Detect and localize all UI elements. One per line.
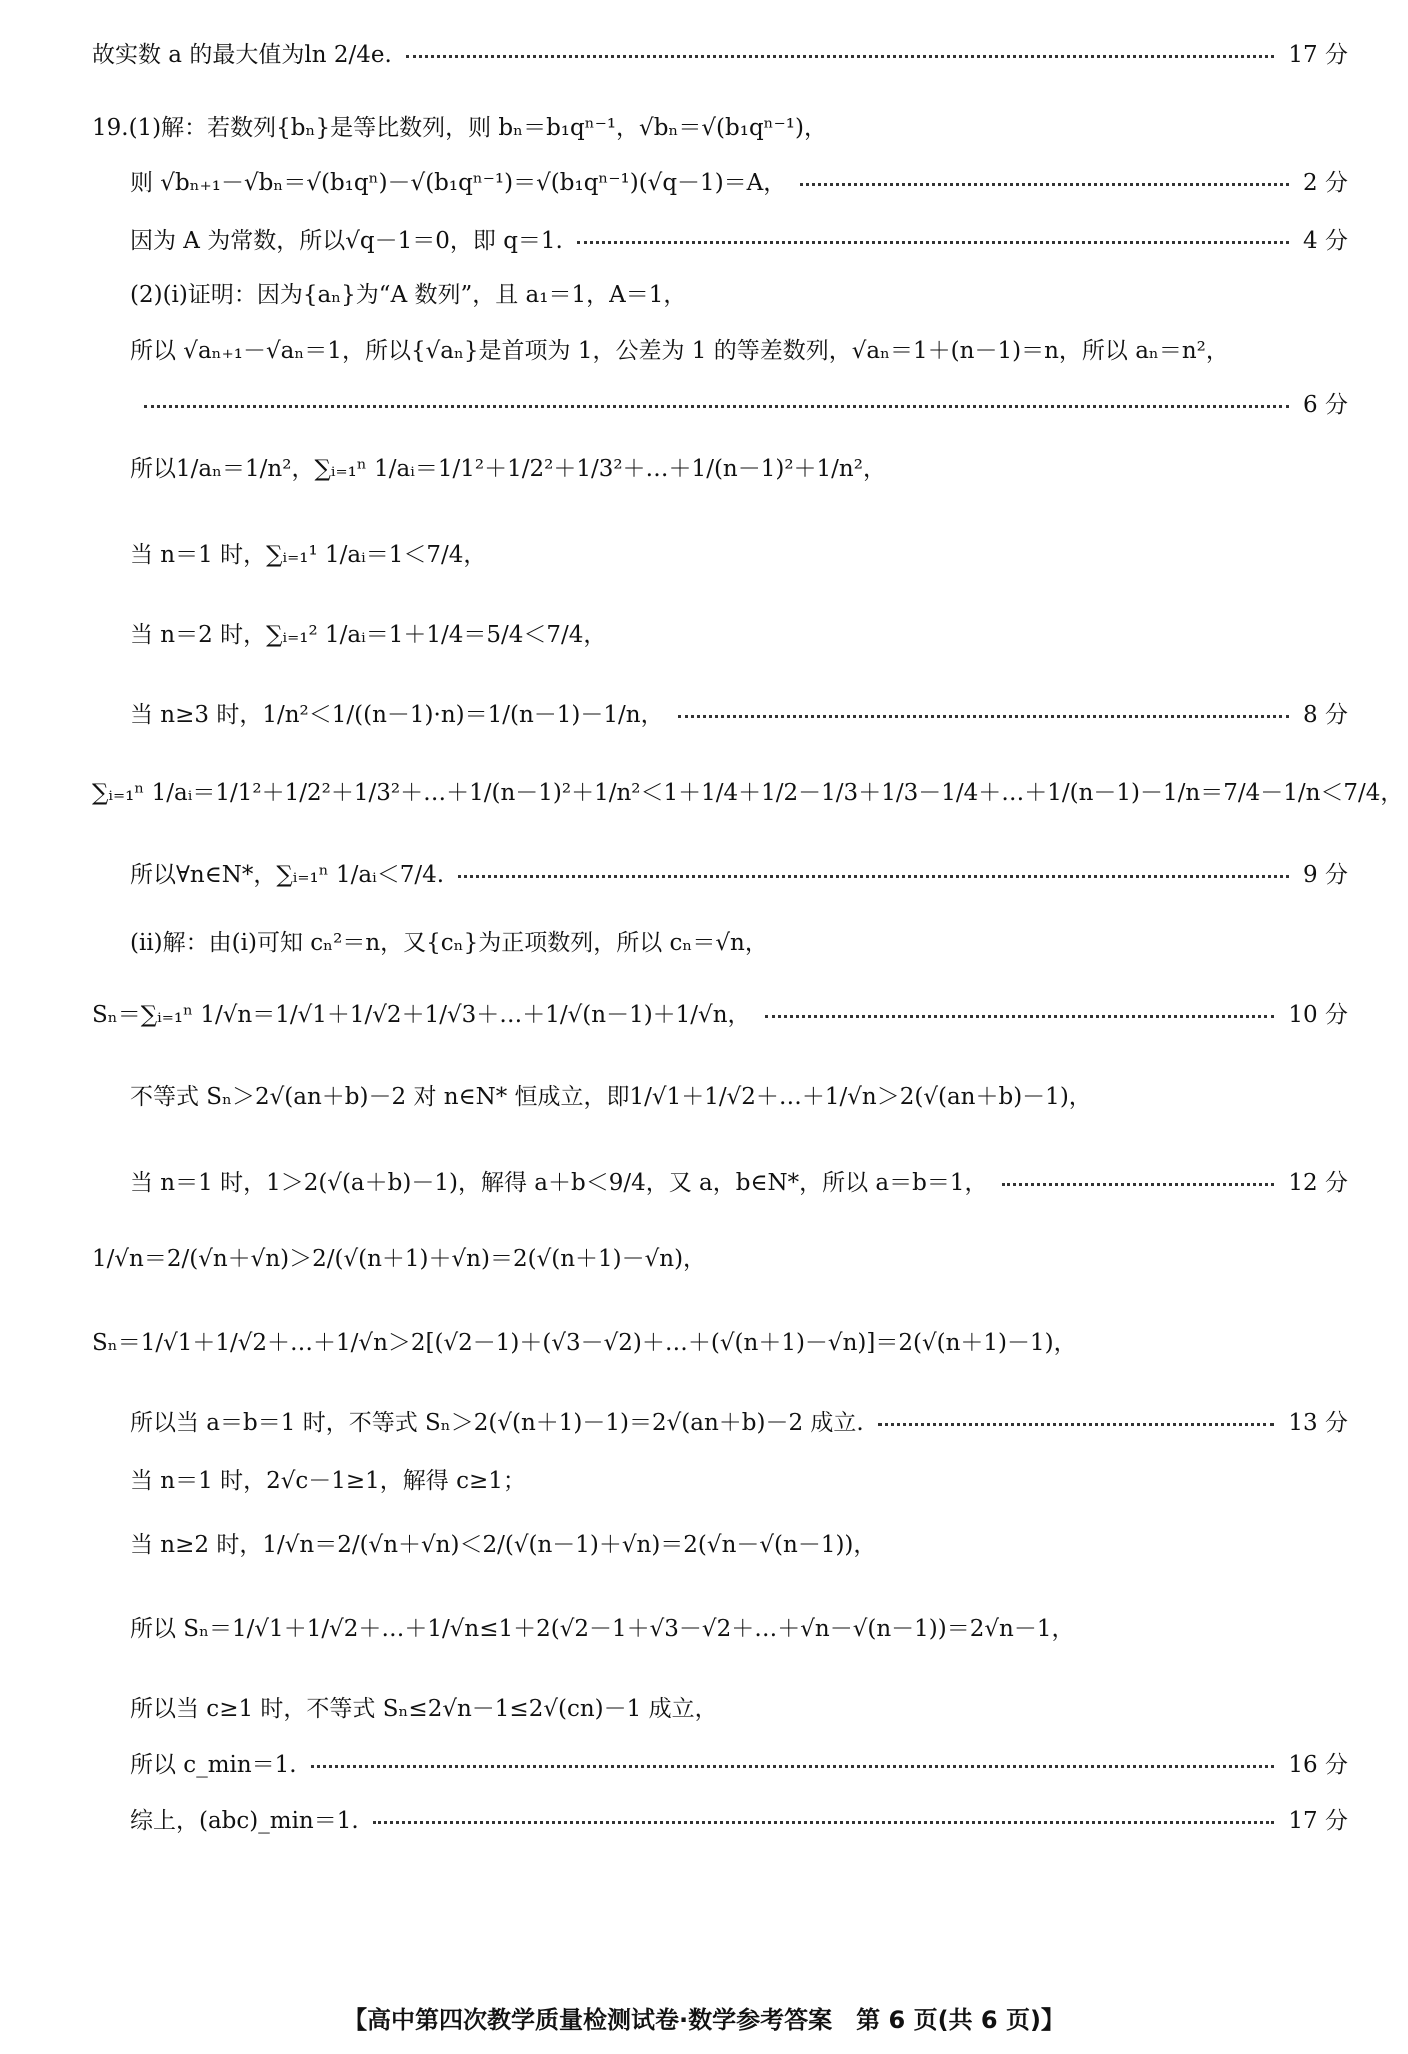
score-label: 16 分 bbox=[1288, 1752, 1348, 1778]
dot-leader bbox=[406, 55, 1275, 58]
solution-line bbox=[130, 1802, 1348, 1835]
solution-line bbox=[130, 924, 1348, 957]
dot-leader bbox=[678, 715, 1289, 718]
line-text: 当 n＝1 时，2√c－1≥1，解得 c≥1； bbox=[130, 1468, 526, 1494]
line-text: 19.(1)解：若数列{bₙ}是等比数列，则 bₙ＝b₁qⁿ⁻¹，√bₙ＝√(b₁qⁿ⁻¹)， bbox=[92, 115, 827, 141]
score-label: 8 分 bbox=[1303, 702, 1348, 728]
solution-line bbox=[130, 616, 1348, 649]
solution-line bbox=[130, 1462, 1348, 1495]
line-text: 当 n＝2 时，∑ᵢ₌₁² 1/aᵢ＝1＋1/4＝5/4＜7/4， bbox=[130, 622, 607, 648]
solution-line bbox=[92, 1240, 1348, 1273]
score-label: 2 分 bbox=[1303, 170, 1348, 196]
solution-line bbox=[130, 1690, 1348, 1723]
solution-line bbox=[130, 1404, 1348, 1437]
solution-line bbox=[130, 1610, 1348, 1643]
solution-line bbox=[92, 996, 1348, 1029]
solution-line bbox=[130, 332, 1348, 365]
solution-line bbox=[130, 1526, 1348, 1559]
line-text: 当 n≥2 时，1/√n＝2/(√n＋√n)＜2/(√(n－1)＋√n)＝2(√n－√(n－1))， bbox=[130, 1532, 877, 1558]
line-text: 所以 c_min＝1. bbox=[130, 1752, 297, 1778]
line-text: 当 n＝1 时，1＞2(√(a＋b)－1)，解得 a＋b＜9/4，又 a，b∈N*，所以 a＝b＝1， bbox=[130, 1170, 988, 1196]
solution-line bbox=[130, 276, 1348, 309]
solution-line bbox=[130, 856, 1348, 889]
line-text: 所以1/aₙ＝1/n²，∑ᵢ₌₁ⁿ 1/aᵢ＝1/1²＋1/2²＋1/3²＋…＋1/(n－1)²＋1/n²， bbox=[130, 456, 886, 482]
solution-line bbox=[130, 536, 1348, 569]
dot-leader bbox=[373, 1821, 1275, 1824]
score-label: 9 分 bbox=[1303, 862, 1348, 888]
line-text: 所以 Sₙ＝1/√1＋1/√2＋…＋1/√n≤1＋2(√2－1＋√3－√2＋…＋√n－√(n－1))＝2√n－1， bbox=[130, 1616, 1075, 1642]
line-text: Sₙ＝1/√1＋1/√2＋…＋1/√n＞2[(√2－1)＋(√3－√2)＋…＋(√(n＋1)－√n)]＝2(√(n＋1)－1)， bbox=[92, 1330, 1077, 1356]
line-text: (ⅱ)解：由(ⅰ)可知 cₙ²＝n，又{cₙ}为正项数列，所以 cₙ＝√n， bbox=[130, 930, 768, 956]
solution-line bbox=[92, 36, 1348, 69]
line-text: Sₙ＝∑ᵢ₌₁ⁿ 1/√n＝1/√1＋1/√2＋1/√3＋…＋1/√(n－1)＋1/√n， bbox=[92, 1002, 751, 1028]
dot-leader bbox=[311, 1765, 1275, 1768]
dot-leader bbox=[1002, 1183, 1275, 1186]
score-label: 13 分 bbox=[1288, 1410, 1348, 1436]
dot-leader bbox=[458, 875, 1289, 878]
dot-leader bbox=[144, 405, 1289, 408]
solution-line bbox=[130, 1746, 1348, 1779]
line-text: 1/√n＝2/(√n＋√n)＞2/(√(n＋1)＋√n)＝2(√(n＋1)－√n)， bbox=[92, 1246, 707, 1272]
line-text: ∑ᵢ₌₁ⁿ 1/aᵢ＝1/1²＋1/2²＋1/3²＋…＋1/(n－1)²＋1/n²＜1＋1/4＋1/2－1/3＋1/3－1/4＋…＋1/(n－1)－1/n＝7/4－1/n＜7/4， bbox=[92, 780, 1404, 806]
score-label: 10 分 bbox=[1288, 1002, 1348, 1028]
line-text: 所以∀n∈N*，∑ᵢ₌₁ⁿ 1/aᵢ＜7/4. bbox=[130, 862, 445, 888]
solution-line bbox=[130, 222, 1348, 255]
line-text: 综上，(abc)_min＝1. bbox=[130, 1808, 359, 1834]
page-footer: 【高中第四次教学质量检测试卷·数学参考答案 第 6 页(共 6 页)】 bbox=[343, 2006, 1065, 2034]
solution-line bbox=[130, 450, 1348, 483]
dot-leader bbox=[878, 1423, 1275, 1426]
solution-line bbox=[92, 774, 1404, 807]
dot-leader bbox=[800, 183, 1289, 186]
line-text: 所以当 a＝b＝1 时，不等式 Sₙ＞2(√(n＋1)－1)＝2√(an＋b)－2 成立. bbox=[130, 1410, 864, 1436]
solution-line bbox=[130, 386, 1348, 419]
solution-line bbox=[92, 109, 1348, 142]
solution-line bbox=[130, 696, 1348, 729]
solution-line bbox=[92, 1324, 1348, 1357]
line-text: 当 n＝1 时，∑ᵢ₌₁¹ 1/aᵢ＝1＜7/4， bbox=[130, 542, 487, 568]
solution-line bbox=[130, 1164, 1348, 1197]
score-label: 4 分 bbox=[1303, 228, 1348, 254]
line-text: 则 √bₙ₊₁－√bₙ＝√(b₁qⁿ)－√(b₁qⁿ⁻¹)＝√(b₁qⁿ⁻¹)(√q－1)＝A， bbox=[130, 170, 787, 196]
dot-leader bbox=[577, 241, 1289, 244]
solution-line bbox=[130, 1078, 1348, 1111]
score-label: 6 分 bbox=[1303, 392, 1348, 418]
line-text: 不等式 Sₙ＞2√(an＋b)－2 对 n∈N* 恒成立，即1/√1＋1/√2＋…＋1/√n＞2(√(an＋b)－1)， bbox=[130, 1084, 1092, 1110]
line-text: 所以当 c≥1 时，不等式 Sₙ≤2√n－1≤2√(cn)－1 成立， bbox=[130, 1696, 718, 1722]
line-text: 因为 A 为常数，所以√q－1＝0，即 q＝1. bbox=[130, 228, 563, 254]
line-text: 故实数 a 的最大值为ln 2/4e. bbox=[92, 42, 392, 68]
line-text: (2)(ⅰ)证明：因为{aₙ}为“A 数列”，且 a₁＝1，A＝1， bbox=[130, 282, 687, 308]
score-label: 17 分 bbox=[1288, 1808, 1348, 1834]
score-label: 17 分 bbox=[1288, 42, 1348, 68]
line-text: 所以 √aₙ₊₁－√aₙ＝1，所以{√aₙ}是首项为 1，公差为 1 的等差数列，√aₙ＝1＋(n－1)＝n，所以 aₙ＝n²， bbox=[130, 338, 1229, 364]
solution-line bbox=[130, 164, 1348, 197]
line-text: 当 n≥3 时，1/n²＜1/((n－1)·n)＝1/(n－1)－1/n， bbox=[130, 702, 664, 728]
score-label: 12 分 bbox=[1288, 1170, 1348, 1196]
dot-leader bbox=[765, 1015, 1275, 1018]
